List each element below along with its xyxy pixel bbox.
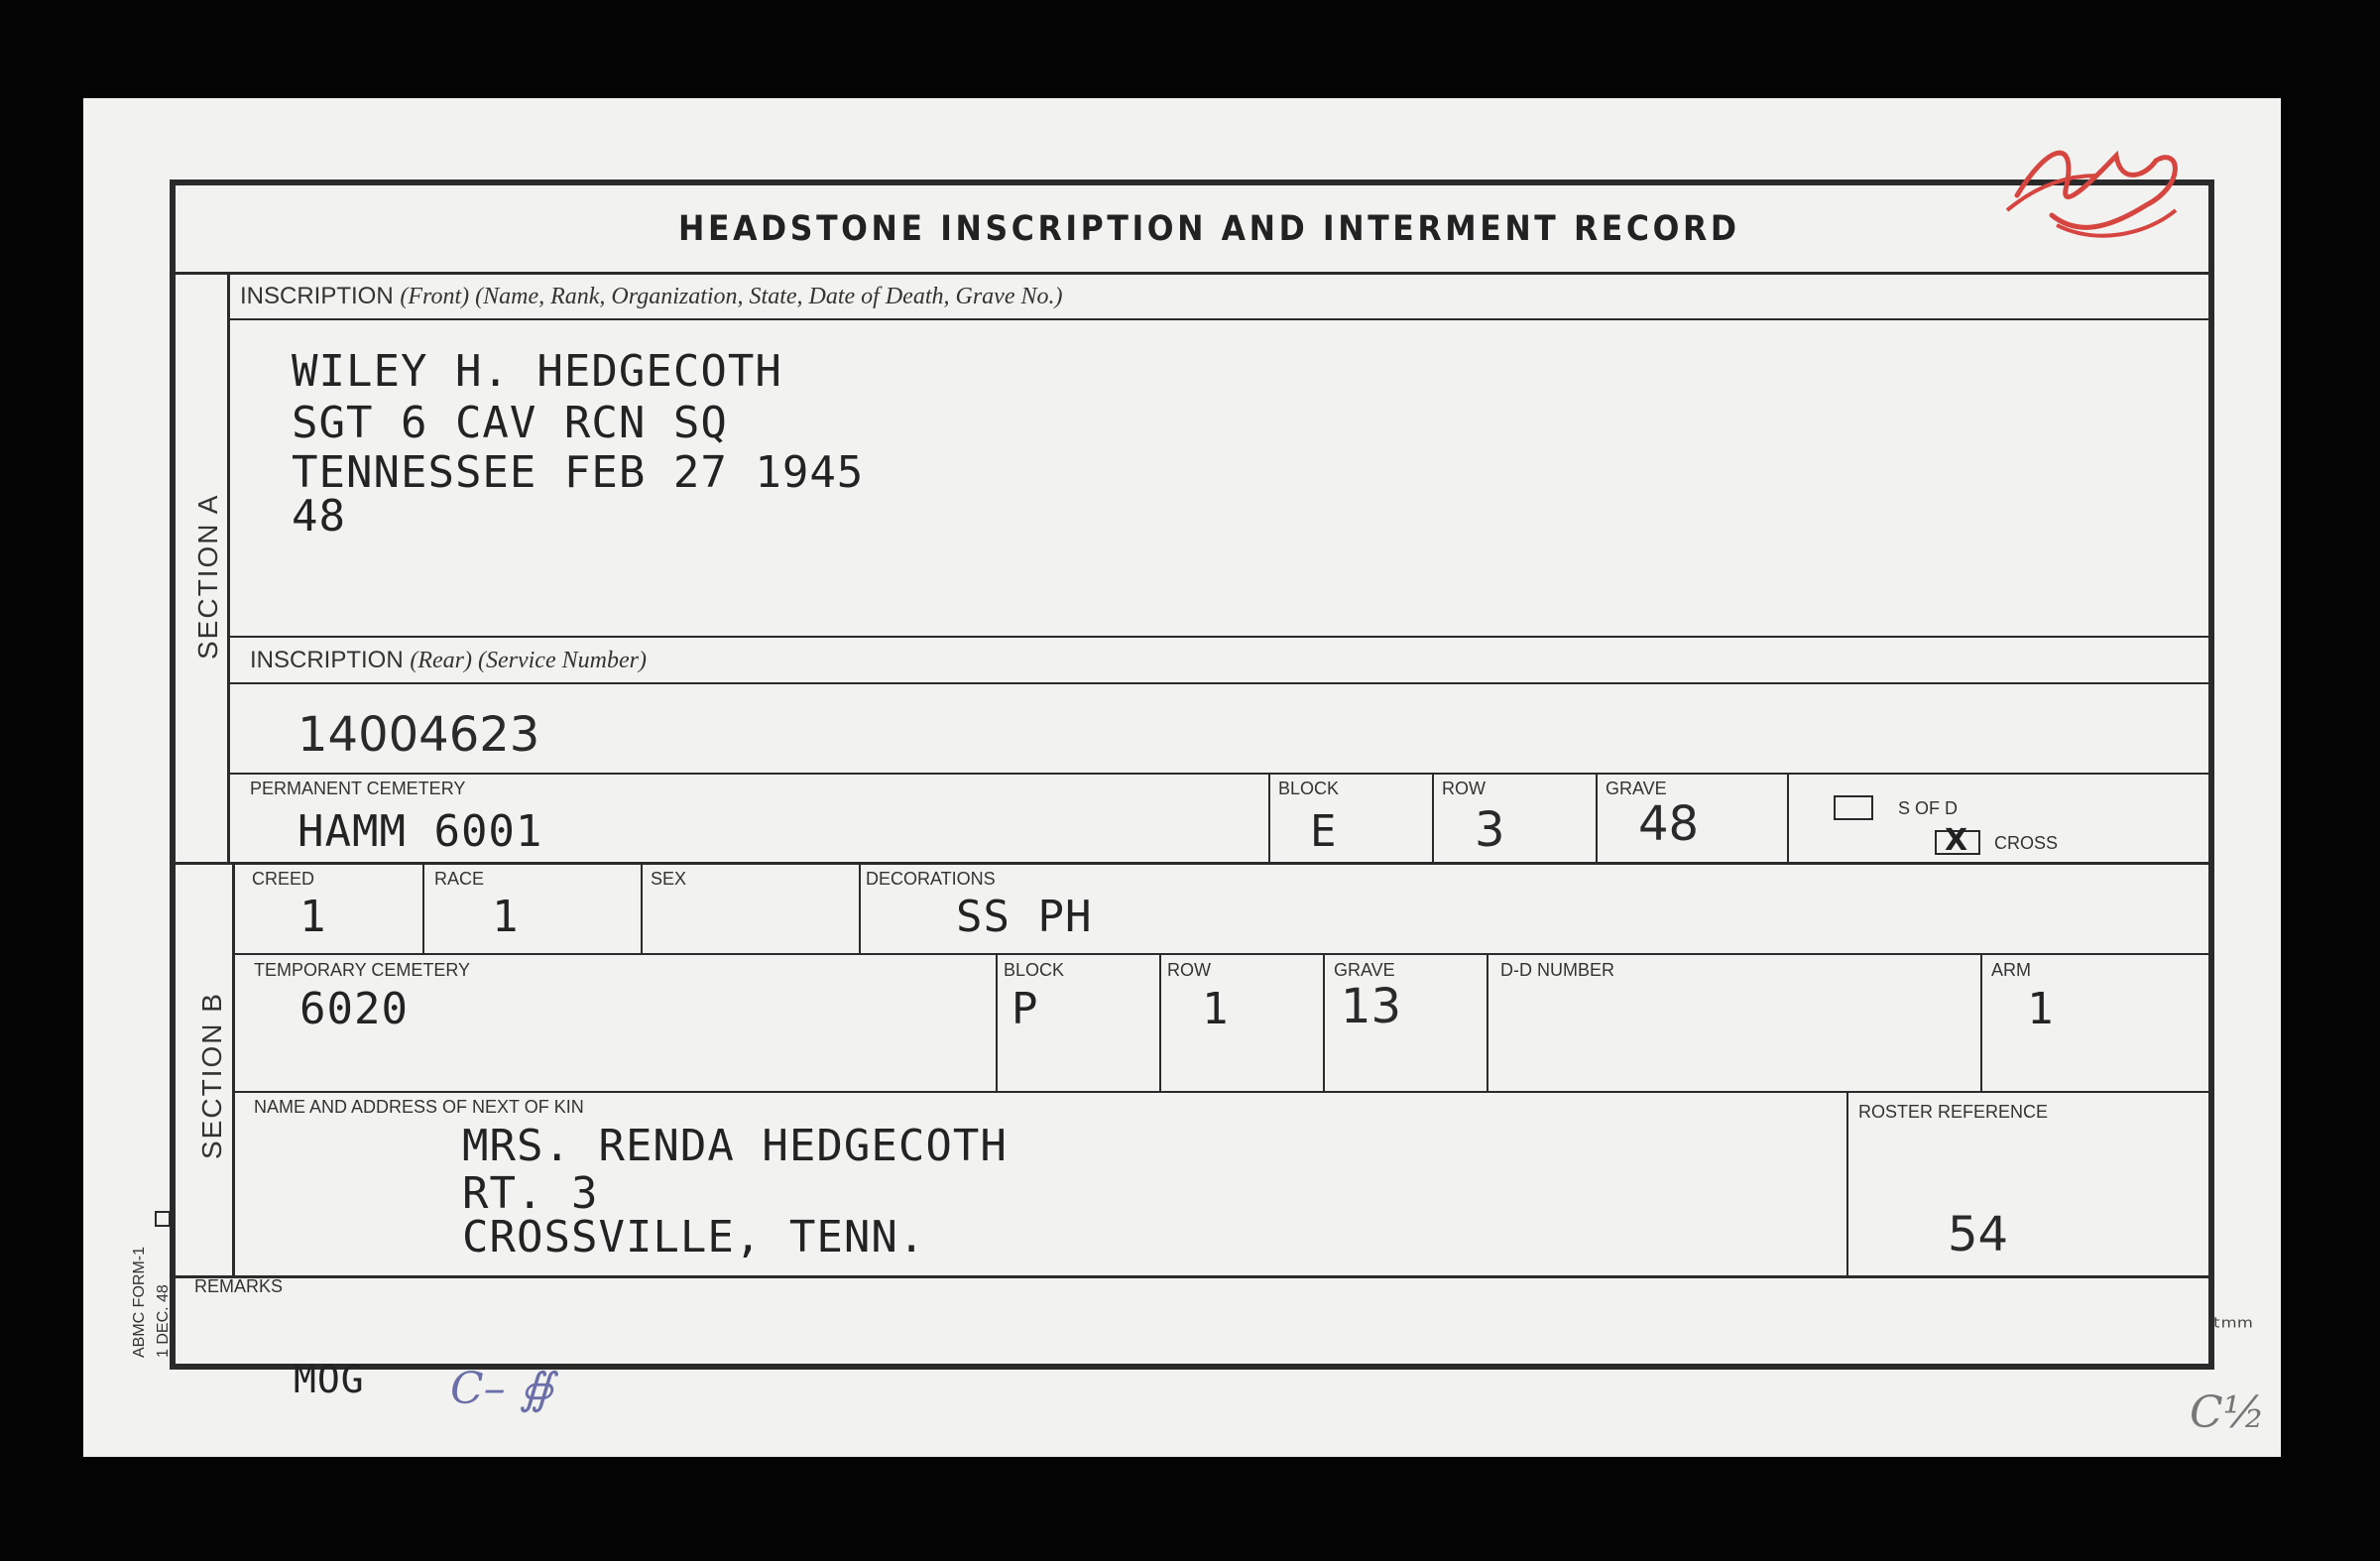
section-a-label: SECTION A [192, 493, 223, 660]
creed-label: CREED [252, 869, 315, 889]
cross-checkbox [1935, 823, 1980, 858]
race-label: RACE [434, 869, 485, 889]
front-line-3: TENNESSEE FEB 27 1945 [292, 447, 865, 498]
perm-cemetery-value: HAMM 6001 [298, 806, 543, 857]
roster-reference-value: 54 [1948, 1207, 2009, 1262]
temp-grave-value: 13 [1341, 979, 1402, 1034]
remarks-label: REMARKS [194, 1276, 284, 1296]
rule-v [641, 862, 643, 954]
section-b-label: SECTION B [196, 992, 227, 1159]
rule-section-divider [173, 862, 2211, 865]
initials-stamp [1997, 126, 2196, 255]
rule-v [996, 953, 998, 1092]
front-line-1: WILEY H. HEDGECOTH [292, 346, 782, 397]
rule-temp-row [232, 1091, 2211, 1093]
nok-line-1: MRS. RENDA HEDGECOTH [462, 1121, 1008, 1171]
perm-row-label: ROW [1442, 779, 1486, 798]
temp-row-value: 1 [1202, 984, 1230, 1034]
rule-v [1159, 953, 1161, 1092]
temp-row-label: ROW [1167, 960, 1211, 980]
roster-reference-label: ROSTER REFERENCE [1858, 1102, 2049, 1122]
temp-grave-label: GRAVE [1334, 960, 1395, 980]
decorations-label: DECORATIONS [866, 869, 996, 889]
form-id-line2: 1 DEC. 48 [155, 1284, 172, 1358]
nok-line-3: CROSSVILLE, TENN. [462, 1212, 926, 1262]
rule-rear-label [230, 682, 2211, 684]
perm-cemetery-label: PERMANENT CEMETERY [250, 779, 466, 798]
rule-v [422, 862, 424, 954]
temp-block-value: P [1012, 984, 1039, 1034]
perm-grave-label: GRAVE [1606, 779, 1667, 798]
corner-note: C½ [2190, 1387, 2266, 1438]
rule-remarks [173, 1275, 2211, 1278]
perm-grave-value: 48 [1638, 796, 1700, 852]
margin-note-right: ᵗᵐᵐ [2213, 1313, 2254, 1343]
rule-v [1787, 773, 1789, 862]
rule-v [1846, 1091, 1848, 1276]
cross-mark: X [1945, 823, 1968, 858]
rule-under-title [173, 272, 2211, 275]
dd-number-label: D-D NUMBER [1500, 960, 1614, 980]
creed-value: 1 [299, 892, 327, 942]
temp-cemetery-value: 6020 [299, 984, 409, 1034]
rule-front-label [230, 318, 2211, 320]
nok-line-2: RT. 3 [462, 1168, 599, 1219]
front-line-2: SGT 6 CAV RCN SQ [292, 398, 728, 448]
section-a-divider [227, 272, 230, 864]
rule-rear-end [230, 773, 2211, 775]
temp-cemetery-label: TEMPORARY CEMETERY [254, 960, 471, 980]
rule-v [1268, 773, 1270, 862]
rule-creed-row [232, 953, 2211, 955]
sofd-checkbox [1834, 795, 1873, 820]
arm-value: 1 [2027, 984, 2055, 1034]
rule-v [1432, 773, 1434, 862]
next-of-kin-label: NAME AND ADDRESS OF NEXT OF KIN [254, 1097, 584, 1117]
arm-label: ARM [1991, 960, 2031, 980]
front-line-4: 48 [292, 491, 346, 541]
section-b-divider [232, 862, 235, 1276]
cross-label: CROSS [1994, 833, 2059, 853]
rule-v [859, 862, 861, 954]
temp-block-label: BLOCK [1004, 960, 1065, 980]
decorations-value: SS PH [956, 892, 1093, 942]
perm-row-value: 3 [1475, 802, 1505, 858]
perm-block-label: BLOCK [1278, 779, 1340, 798]
race-value: 1 [492, 892, 520, 942]
form-id-checkbox [155, 1211, 171, 1227]
sofd-label: S OF D [1898, 798, 1959, 818]
rear-inscription-label: INSCRIPTION (Rear) (Service Number) [250, 647, 647, 673]
sex-label: SEX [651, 869, 687, 889]
rule-v [1323, 953, 1325, 1092]
remarks-typed-note: MOG [294, 1358, 365, 1401]
rule-front-end [230, 636, 2211, 638]
form-title: HEADSTONE INSCRIPTION AND INTERMENT RECORD [678, 209, 1740, 249]
perm-block-value: E [1310, 806, 1338, 857]
record-card [83, 98, 2281, 1457]
service-number: 14004623 [298, 707, 540, 763]
rule-v [1487, 953, 1488, 1092]
rule-v [1980, 953, 1982, 1092]
svg-text:Eck: Eck [2086, 204, 2090, 206]
rule-v [1596, 773, 1598, 862]
front-inscription-label: INSCRIPTION (Front) (Name, Rank, Organization, State, Date of Death, Grave No.) [240, 283, 1063, 309]
form-id-line1: ABMC FORM-1 [131, 1247, 148, 1358]
pencil-note: C– ∯ [450, 1364, 554, 1414]
